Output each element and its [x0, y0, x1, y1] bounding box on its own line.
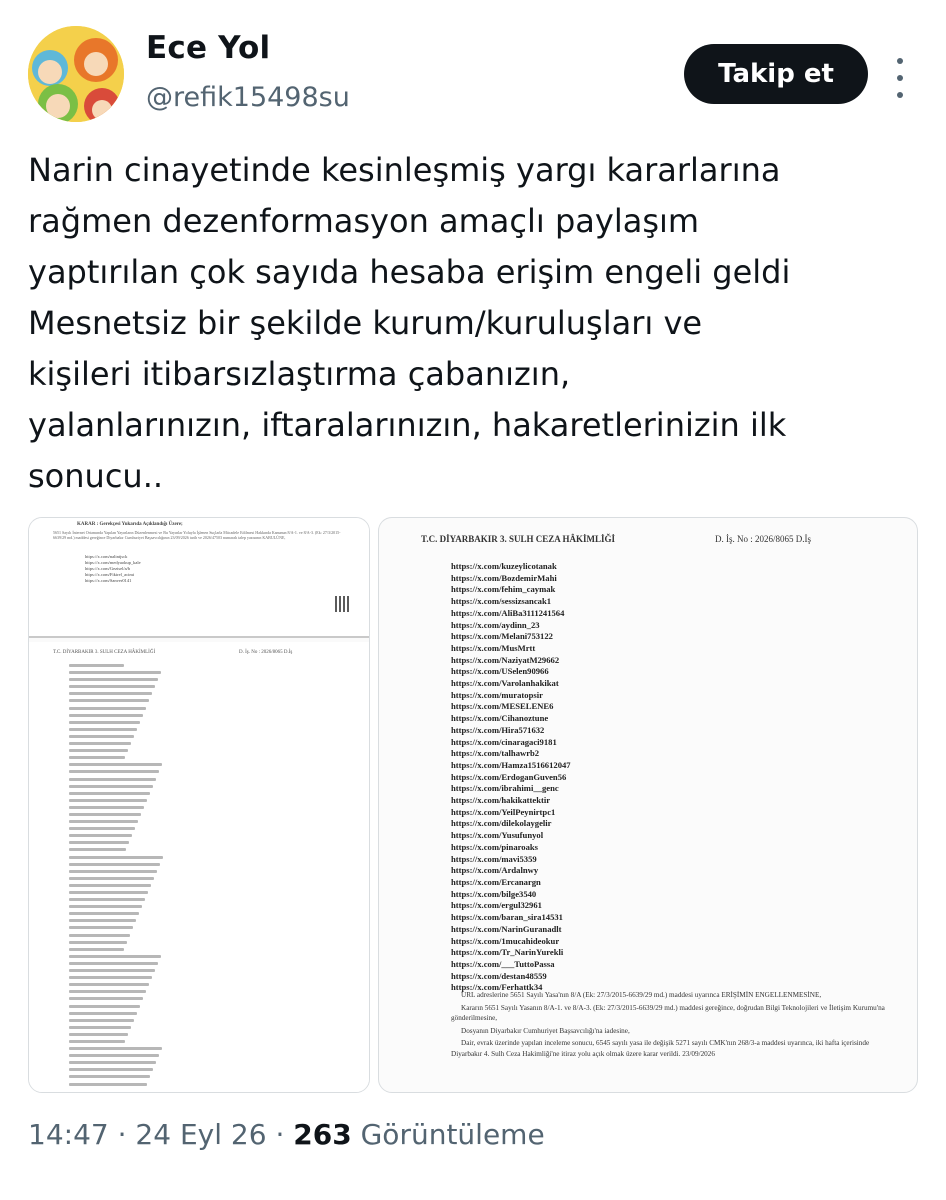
blurred-text-line — [69, 926, 133, 929]
document-url-item: https://x.com/MESELENE6 — [451, 701, 554, 712]
more-options-icon[interactable] — [890, 58, 910, 98]
blurred-text-line — [69, 962, 158, 965]
document-footer — [451, 990, 891, 1061]
blurred-text-line — [69, 1019, 134, 1022]
document-blurred-url-lines — [69, 664, 159, 1090]
blurred-text-line — [69, 749, 128, 752]
blurred-text-line — [69, 919, 136, 922]
document-case-no: D. İş. No : 2026/8065 D.İş — [239, 650, 293, 655]
tweet-text: Narin cinayetinde kesinleşmiş yargı kararlarına rağmen dezenformasyon amaçlı paylaşım yaptırılan çok sayıda hesaba erişim engeli geldi Mesnetsiz bir şekilde kurum/kuruluşları ve kişileri itibarsızlaştırma çabanızın, yalanlarınızın, iftaralarınızın, hakaretlerinizin ilk sonucu.. — [28, 151, 791, 495]
blurred-text-line — [69, 905, 142, 908]
blurred-text-line — [69, 1012, 137, 1015]
document-url-item: https://x.com/Ercanargn — [451, 876, 541, 887]
blurred-text-line — [69, 1005, 140, 1008]
document-url-item: https://x.com/Tr_NarinYurekli — [451, 947, 564, 958]
document-url-item: https://x.com/NarinGuranadlt — [451, 923, 562, 934]
tweet-media — [28, 517, 918, 1091]
document-url-item: https://x.com/muratopsir — [451, 689, 543, 700]
document-url-item: https://x.com/pinaroaks — [451, 841, 538, 852]
qr-code-icon — [335, 596, 351, 612]
document-url-item: https://x.com/nalintjsck — [85, 554, 128, 559]
blurred-text-line — [69, 728, 137, 731]
document-url-item: https://x.com/Ardalnwy — [451, 865, 539, 876]
document-page-top — [29, 518, 369, 638]
document-url-item: https://x.com/Varolanhakikat — [451, 678, 559, 689]
avatar-cartoon-icon — [28, 26, 124, 122]
document-url-item: https://x.com/ergul32961 — [451, 900, 542, 911]
document-url-item: https://x.com/bilge3540 — [451, 888, 537, 899]
document-url-item: https://x.com/medyaokup_kale — [85, 560, 141, 565]
blurred-text-line — [69, 763, 162, 766]
tweet-meta — [28, 1118, 545, 1151]
media-image-left[interactable] — [28, 517, 370, 1093]
blurred-text-line — [69, 976, 152, 979]
document-url-item: https://x.com/Fikirel_acimi — [85, 572, 135, 577]
document-url-item: https://x.com/destan48559 — [451, 970, 547, 981]
document-url-item: https://x.com/Yusufunyol — [451, 830, 544, 841]
blurred-text-line — [69, 841, 129, 844]
blurred-text-line — [69, 912, 139, 915]
blurred-text-line — [69, 806, 144, 809]
blurred-text-line — [69, 848, 126, 851]
document-url-item: https://x.com/Hira571632 — [451, 724, 545, 735]
blurred-text-line — [69, 891, 148, 894]
blurred-text-line — [69, 770, 159, 773]
user-handle[interactable]: @refik15498su — [146, 82, 350, 113]
blurred-text-line — [69, 863, 160, 866]
blurred-text-line — [69, 721, 140, 724]
document-footer-paragraph: URL adreslerine 5651 Sayılı Yasa'nın 8/A (Ek: 27/3/2015-6639/29 md.) maddesi uyarınca ERİŞİMİN ENGELLENMESİNE, — [461, 991, 822, 999]
document-url-item: https://x.com/Ferhattk34 — [451, 982, 543, 993]
blurred-text-line — [69, 799, 147, 802]
document-url-item: https://x.com/Gezisel/a/b — [85, 566, 131, 571]
separator-dot: · — [275, 1118, 294, 1151]
blurred-text-line — [69, 827, 135, 830]
blurred-text-line — [69, 955, 161, 958]
blurred-text-line — [69, 856, 163, 859]
blurred-text-line — [69, 699, 149, 702]
blurred-text-line — [69, 941, 127, 944]
blurred-text-line — [69, 756, 125, 759]
blurred-text-line — [69, 1040, 125, 1043]
blurred-text-line — [69, 735, 134, 738]
document-footer-paragraph: Dair, evrak üzerinde yapılan inceleme sonucu, 6545 sayılı yasa ile değişik 5271 sayılı CMK'nın 268/3-a maddesi uyarınca, iki hafta içerisinde Diyarbakır 4. Sulh Ceza Hakimliği'ne itiraz yolu açık olmak üzere karar verildi. 23/09/2026 — [451, 1039, 870, 1058]
document-url-item: https://x.com/YeilPeynirtpc1 — [451, 806, 556, 817]
document-url-item: https://x.com/Hamza1516612047 — [451, 759, 571, 770]
blurred-text-line — [69, 1033, 128, 1036]
views-label-text: Görüntüleme — [360, 1118, 545, 1151]
document-footer-paragraph: Dosyanın Diyarbakır Cumhuriyet Başsavcılığı'na iadesine, — [461, 1026, 630, 1035]
document-url-item: https://x.com/Melani753122 — [451, 631, 553, 642]
document-url-item: https://x.com/1mucahideokur — [451, 935, 560, 946]
blurred-text-line — [69, 685, 155, 688]
document-url-item: https://x.com/ErdoganGuven56 — [451, 771, 567, 782]
document-url-item: https://x.com/hakikattektir — [451, 795, 551, 806]
user-name[interactable]: Ece Yol — [146, 30, 271, 66]
separator-dot: · — [117, 1118, 136, 1151]
blurred-text-line — [69, 834, 132, 837]
blurred-text-line — [69, 664, 124, 667]
blurred-text-line — [69, 813, 141, 816]
document-url-item: https://x.com/Cihanoztune — [451, 713, 549, 724]
blurred-text-line — [69, 1047, 162, 1050]
document-url-list — [85, 554, 141, 584]
document-url-item: https://x.com/sessizsancak1 — [451, 596, 552, 607]
document-paragraph: 5651 Sayılı İnternet Ortamında Yapılan Yayınların Düzenlenmesi ve Bu Yayınlar Yoluyla İşlenen Suçlarla Mücadele Edilmesi Hakkında Kanunun 8/A-1. ve 8/A-3. (Ek: 27/3/2015-6639/29 md.) maddesi gereğince Diyarbakır Cumhuriyet Başsavcılığının 23/09/2026 tarih ve 2026/47503 numaralı talep yazısının KABULÜNE, — [53, 530, 341, 540]
document-url-list — [451, 561, 571, 994]
document-url-item: https://x.com/ibrahimi__genc — [451, 783, 559, 794]
blurred-text-line — [69, 778, 156, 781]
blurred-text-line — [69, 1026, 131, 1029]
user-avatar[interactable] — [28, 26, 124, 122]
document-header: T.C. DİYARBAKIR 3. SULH CEZA HÂKİMLİĞİ — [53, 650, 156, 655]
document-url-item: https://x.com/BozdemirMahi — [451, 572, 557, 583]
blurred-text-line — [69, 678, 158, 681]
blurred-text-line — [69, 990, 146, 993]
blurred-text-line — [69, 884, 151, 887]
document-url-item: https://x.com/mavi5359 — [451, 853, 537, 864]
tweet-date[interactable]: 24 Eyl 26 — [135, 1118, 267, 1151]
blurred-text-line — [69, 1083, 147, 1086]
blurred-text-line — [69, 792, 150, 795]
view-count: 263 — [293, 1118, 352, 1151]
document-url-item: https://x.com/MusMrtt — [451, 642, 536, 653]
blurred-text-line — [69, 820, 138, 823]
document-url-item: https://x.com/NaziyatM29662 — [451, 654, 560, 665]
blurred-text-line — [69, 1054, 159, 1057]
blurred-text-line — [69, 714, 143, 717]
document-url-item: https://x.com/cinaragaci9181 — [451, 736, 557, 747]
document-url-item: https://x.com/AliBa3111241564 — [451, 607, 565, 618]
document-page-bottom — [29, 642, 369, 1092]
blurred-text-line — [69, 870, 157, 873]
document-url-item: https://x.com/USelen90966 — [451, 666, 549, 677]
blurred-text-line — [69, 934, 130, 937]
blurred-text-line — [69, 997, 143, 1000]
document-url-item: https://x.com/kuzeylicotanak — [451, 561, 557, 571]
blurred-text-line — [69, 692, 152, 695]
tweet-time[interactable]: 14:47 — [28, 1118, 109, 1151]
document-url-item: https://x.com/dilekolaygelir — [451, 818, 552, 829]
blurred-text-line — [69, 1068, 153, 1071]
blurred-text-line — [69, 742, 131, 745]
document-url-item: https://x.com/baran_sira14531 — [451, 912, 563, 923]
blurred-text-line — [69, 707, 146, 710]
media-image-right[interactable] — [378, 517, 918, 1093]
document-url-item: https://x.com/___TuttoPassa — [451, 958, 555, 969]
blurred-text-line — [69, 1061, 156, 1064]
blurred-text-line — [69, 1075, 150, 1078]
blurred-text-line — [69, 948, 124, 951]
follow-button[interactable]: Takip et — [684, 44, 868, 104]
document-header: T.C. DİYARBAKIR 3. SULH CEZA HÂKİMLİĞİ — [421, 534, 616, 544]
blurred-text-line — [69, 877, 154, 880]
document-karar-title: KARAR : Gerekçesi Yukarıda Açıklandığı Üzere; — [77, 522, 183, 527]
blurred-text-line — [69, 898, 145, 901]
blurred-text-line — [69, 969, 155, 972]
document-url-item: https://x.com/talhawrb2 — [451, 748, 540, 759]
blurred-text-line — [69, 671, 161, 674]
document-url-item: https://x.com/fehim_caymak — [451, 584, 556, 595]
document-case-no: D. İş. No : 2026/8065 D.İş — [715, 534, 811, 544]
document-url-item: https://x.com/Sanver0141 — [85, 578, 132, 583]
tweet-header — [28, 26, 918, 126]
document-url-item: https://x.com/aydinn_23 — [451, 619, 540, 630]
blurred-text-line — [69, 785, 153, 788]
document-footer-paragraph: Kararın 5651 Sayılı Yasanın 8/A-1. ve 8/A-3. (Ek: 27/3/2015-6639/29 md.) maddesi gereğince, doğrudan Bilgi Teknolojileri ve İletişim Kurumu'na gönderilmesine, — [451, 1003, 885, 1022]
blurred-text-line — [69, 983, 149, 986]
